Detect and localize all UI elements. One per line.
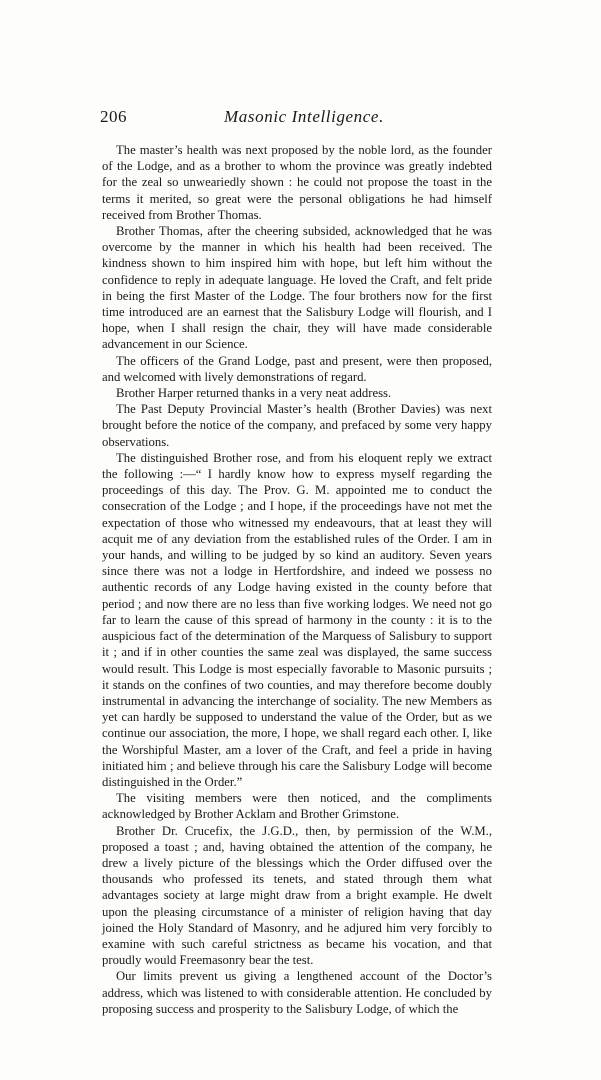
paragraph: The master’s health was next proposed by the noble lord, as the founder of the Lodge, and as a brother to whom the province was greatly indebted for the zeal so unweariedly shown : he could not propose the toast in the terms it merited, so great were the personal obligations he had himself received from Brother Thomas. [102,143,492,222]
paragraph: Brother Harper returned thanks in a very neat address. [116,386,392,401]
paragraph: The officers of the Grand Lodge, past and present, were then proposed, and welcomed with lively demonstrations of regard. [102,353,492,384]
paragraph: The distinguished Brother rose, and from his eloquent reply we extract the following :—“ I hardly know how to express myself regarding the proceedings of this day. The Prov. G. M. appointed me to conduct the consecration of the Lodge ; and I hope, if the proceedings have not met the expectation of those who witnessed my endeavours, that at least they will acquit me of any deviation from the established rules of the Order. I am in your hands, and willing to be judged by so kind an auditory. Seven years since there was not a lodge in Hertfordshire, and indeed we possess no authentic records of any Lodge having existed in the county before that period ; and now there are no less than five working lodges. We need not go far to learn the cause of this spread of harmony in the county : it is to the auspicious fact of the determination of the Marquess of Salisbury to support it ; and if in other counties the same zeal was displayed, the same success would result. This Lodge is most especially favorable to Masonic pursuits ; it stands on the confines of two counties, and may therefore become doubly instrumental in advancing the interchange of sociality. The new Members as yet can hardly be supposed to understand the value of the Order, but as we continue our association, the more, I hope, we shall regard each other. I, like the Worshipful Master, am a lover of the Craft, and feel a pride in having initiated him ; and believe through his care the Salisbury Lodge will become distinguished in the Order.” [102,450,492,789]
body-text [102,142,492,1017]
page-number: 206 [100,107,127,126]
running-title: Masonic Intelligence. [224,107,384,126]
paragraph: Our limits prevent us giving a lengthened account of the Doctor’s address, which was listened to with considerable attention. He concluded by proposing success and prosperity to the Salisbury Lodge, of which the [102,969,492,1016]
paragraph: The visiting members were then noticed, and the compliments acknowledged by Brother Acklam and Brother Grimstone. [102,791,492,822]
running-head [100,107,488,131]
paragraph: Brother Thomas, after the cheering subsided, acknowledged that he was overcome by the manner in which his health had been received. The kindness shown to him inspired him with hope, but left him without the confidence to reply in adequate language. He loved the Craft, and felt pride in being the first Master of the Lodge. The four brothers now for the first time introduced are an earnest that the Salisbury Lodge will flourish, and I hope, when I shall resign the chair, they will have made considerable advancement in our Science. [102,224,492,352]
paragraph: Brother Dr. Crucefix, the J.G.D., then, by permission of the W.M., proposed a toast ; and, having obtained the attention of the company, he drew a lively picture of the blessings which the Order diffused over the thousands who professed its tenets, and stated through them what advantages society at large might draw from a bright example. He dwelt upon the pleasing circumstance of a minister of religion having that day joined the Holy Standard of Masonry, and he adjured him very forcibly to examine with such careful strictness as became his vocation, and that proudly would Freemasonry bear the test. [102,823,492,968]
paragraph: The Past Deputy Provincial Master’s health (Brother Davies) was next brought before the notice of the company, and prefaced by some very happy observations. [102,402,492,449]
